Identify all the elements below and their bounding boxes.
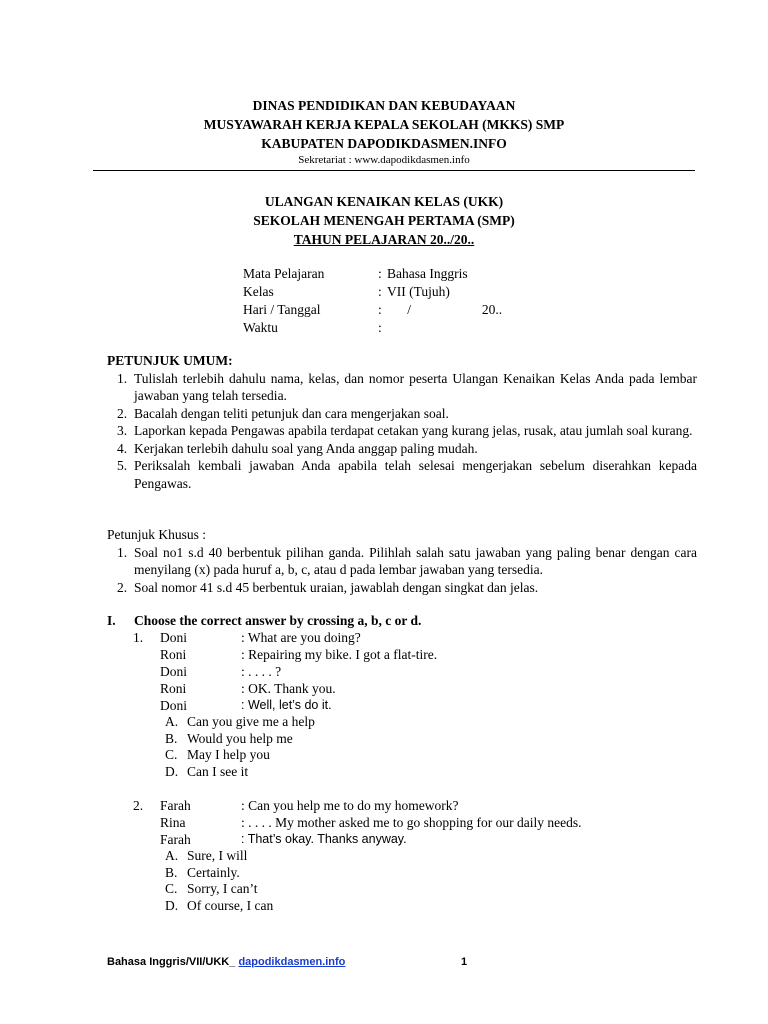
dialog-line — [133, 629, 361, 646]
general-instructions-list — [107, 370, 697, 493]
utterance: : . . . . My mother asked me to go shopping for our daily needs. — [241, 815, 582, 830]
option-letter: C. — [165, 881, 178, 896]
footer-link[interactable]: dapodikdasmen.info — [238, 956, 346, 968]
option-text: Can I see it — [187, 763, 249, 779]
school-level: SEKOLAH MENENGAH PERTAMA (SMP) — [253, 213, 515, 228]
general-instructions-title: PETUNJUK UMUM: — [107, 353, 233, 368]
exam-title: ULANGAN KENAIKAN KELAS (UKK) — [264, 194, 504, 209]
answer-option — [133, 848, 273, 865]
speaker: Roni — [160, 681, 187, 696]
option-text: Sure, I will — [187, 848, 248, 863]
list-item: 1. Soal no1 s.d 40 berbentuk pilihan ganda. Pilihlah salah satu jawaban yang paling benar dengan cara menyilang (x) pada huruf a, b, c, atau d pada lembar jawaban yang tersedia. — [117, 544, 697, 577]
association-name: MUSYAWARAH KERJA KEPALA SEKOLAH (MKKS) SMP — [203, 117, 565, 132]
info-label: Kelas — [243, 284, 274, 299]
info-colon: : — [378, 284, 382, 299]
special-instructions-list — [107, 544, 697, 597]
info-colon: : — [378, 320, 382, 335]
answer-option — [133, 731, 315, 748]
option-letter: C. — [165, 747, 178, 762]
question-1 — [133, 629, 438, 780]
info-colon: : — [378, 266, 382, 281]
list-item: 4. Kerjakan terlebih dahulu soal yang Anda anggap paling mudah. — [117, 440, 478, 456]
utterance: : Repairing my bike. I got a flat-tire. — [241, 647, 438, 662]
dialog-line — [133, 680, 336, 697]
option-letter: D. — [165, 763, 179, 779]
info-label: Mata Pelajaran — [243, 266, 325, 281]
section-title: Choose the correct answer by crossing a, b, c or d. — [134, 613, 422, 628]
info-label: Waktu — [243, 320, 278, 335]
answer-option — [133, 865, 273, 882]
answer-option — [133, 764, 315, 781]
option-letter: A. — [165, 848, 179, 863]
utterance: : That’s okay. Thanks anyway. — [241, 832, 407, 846]
answer-option — [133, 898, 273, 915]
info-label: Hari / Tanggal — [243, 302, 321, 317]
speaker: Rina — [160, 815, 186, 830]
speaker: Doni — [160, 630, 187, 645]
dialog-line — [133, 646, 438, 663]
list-item: 1. Tulislah terlebih dahulu nama, kelas, dan nomor peserta Ulangan Kenaikan Kelas Anda pada lembar jawaban yang telah tersedia. — [117, 370, 697, 403]
info-value: Bahasa Inggris — [387, 266, 468, 281]
exam-title-block — [0, 192, 768, 249]
question-2 — [133, 797, 582, 914]
speaker: Doni — [160, 664, 187, 679]
list-item: 5. Periksalah kembali jawaban Anda apabila telah selesai mengerjakan sebelum diserahkan kepada Pengawas. — [117, 458, 697, 491]
section-numeral: I. — [107, 613, 116, 628]
question-number: 2. — [133, 798, 144, 813]
header-divider — [93, 170, 695, 171]
dialog-line — [133, 697, 332, 714]
option-text: Sorry, I can’t — [187, 881, 258, 896]
option-text: May I help you — [187, 747, 270, 762]
district-name: KABUPATEN DAPODIKDASMEN.INFO — [261, 136, 507, 151]
list-item: 3. Laporkan kepada Pengawas apabila terdapat cetakan yang kurang jelas, rusak, atau jumlah soal kurang. — [117, 423, 693, 438]
option-text: Certainly. — [187, 864, 240, 880]
page-number: 1 — [461, 956, 468, 968]
utterance: : OK. Thank you. — [241, 681, 336, 696]
speaker: Farah — [160, 832, 191, 847]
secretariat-line: Sekretariat : www.dapodikdasmen.info — [298, 154, 470, 166]
letterhead — [0, 96, 768, 167]
dialog-line — [133, 831, 407, 848]
utterance: : What are you doing? — [241, 630, 361, 645]
answer-option — [133, 881, 273, 898]
dialog-line — [133, 663, 315, 680]
footer-label: Bahasa Inggris/VII/UKK_ — [107, 956, 239, 968]
dialog-line — [133, 797, 459, 814]
option-text: Of course, I can — [187, 897, 274, 913]
option-letter: A. — [165, 714, 179, 729]
dialog-line — [133, 814, 582, 831]
option-text: Would you help me — [187, 730, 293, 746]
agency-name: DINAS PENDIDIKAN DAN KEBUDAYAAN — [252, 98, 516, 113]
utterance: : Well, let’s do it. — [241, 698, 332, 712]
special-instructions-title: Petunjuk Khusus : — [107, 527, 207, 542]
speaker: Roni — [160, 647, 187, 662]
info-colon: : — [378, 302, 382, 317]
speaker: Farah — [160, 798, 191, 813]
answer-option — [133, 747, 315, 764]
option-letter: B. — [165, 864, 178, 880]
speaker: Doni — [160, 698, 187, 713]
academic-year: TAHUN PELAJARAN 20../20.. — [293, 232, 475, 247]
utterance: : . . . . ? — [241, 664, 282, 679]
page-footer — [107, 956, 345, 968]
info-value: VII (Tujuh) — [387, 284, 450, 299]
answer-option — [133, 714, 315, 731]
utterance: : Can you help me to do my homework? — [241, 798, 459, 813]
option-text: Can you give me a help — [187, 714, 315, 729]
option-letter: D. — [165, 897, 179, 913]
question-number: 1. — [133, 630, 144, 645]
special-instructions — [107, 526, 697, 596]
option-letter: B. — [165, 730, 178, 746]
list-item: 2. Bacalah dengan teliti petunjuk dan cara mengerjakan soal. — [117, 405, 449, 421]
general-instructions — [107, 352, 697, 492]
list-item: 2. Soal nomor 41 s.d 45 berbentuk uraian, jawablah dengan singkat dan jelas. — [117, 579, 539, 595]
info-value: / 20.. — [387, 302, 503, 317]
